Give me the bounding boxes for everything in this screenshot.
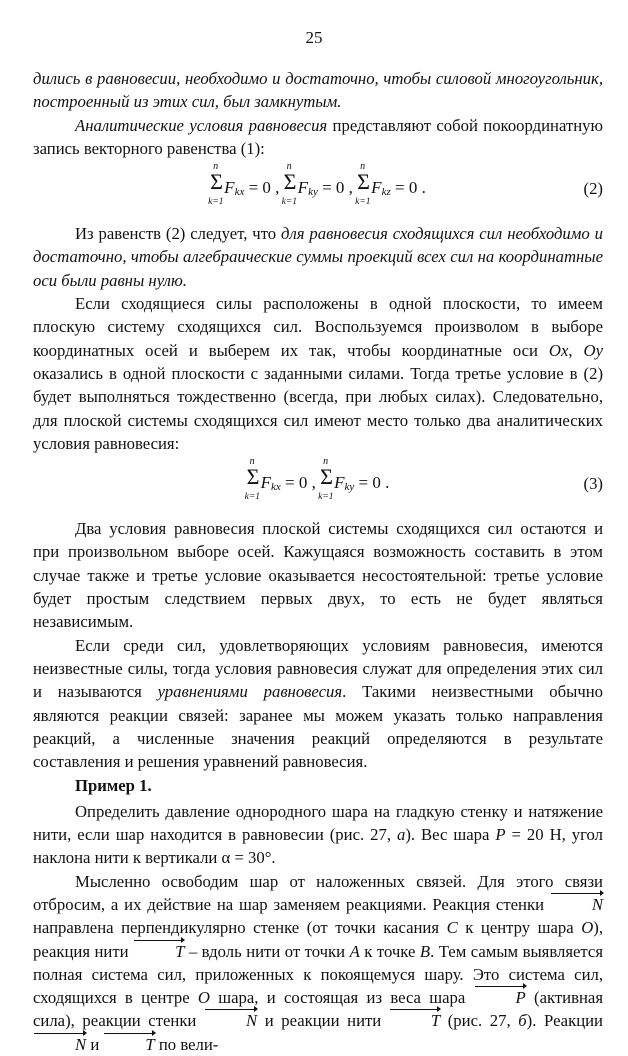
formula-term: $F_{kx} = 0$ , [260, 473, 316, 494]
formula-3 [33, 455, 603, 517]
formula-2 [33, 160, 603, 222]
paragraph-polygon-condition: дились в равновесии, необходимо и достаточно, чтобы силовой многоугольник, построенный из этих сил, был замкнутым. [33, 69, 603, 112]
formula-term: $F_{kx} = 0$ , [224, 178, 280, 199]
vector-n: N [550, 893, 603, 916]
formula-term: $F_{kz} = 0$ . [371, 178, 426, 199]
paragraph-equilibrium-statement: Из равенств (2) следует, что для равновесия сходящихся сил необходимо и достаточно, чтобы алгебраические суммы проекций всех сил на координатные оси были равны нулю. [33, 224, 603, 290]
paragraph-two-conditions: Два условия равновесия плоской системы сходящихся сил остаются и при произвольном выборе осей. Кажущаяся возможность составить в этом случае также и третье условие оказывается несостоятельной: третье условие будет простым следствием первых двух, то есть не будет являться независимым. [33, 519, 603, 632]
sum-symbol: n Σ k=1 [318, 456, 334, 503]
vector-p: P [474, 986, 526, 1009]
sum-symbol: n Σ k=1 [244, 456, 261, 503]
example-title: Пример 1. [75, 776, 152, 796]
vector-n: N [33, 1033, 86, 1056]
equation-number: (3) [583, 474, 603, 494]
paragraph-analytic-conditions: Аналитические условия равновесия представляют собой покоординатную запись векторного равенства (1): [33, 115, 603, 158]
paragraph-example-statement: Определить давление однородного шара на гладкую стенку и натяжение нити, если шар находится в равновесии (рис. 27, а). Вес шара P = 20 Н, угол наклона нити к вертикали α = 30°. [33, 801, 603, 868]
vector-t: T [389, 1009, 440, 1032]
sum-symbol: n Σ k=1 [355, 161, 371, 208]
sum-symbol: n Σ k=1 [208, 161, 224, 208]
page-content [33, 67, 603, 1056]
paragraph-example-solution: Мысленно освободим шар от наложенных связей. Для этого связи отбросим, а их действие на шар заменяем реакциями. Реакция стенки N направлена перпендикулярно стенке (от точки касания C к центру шара O), реакция нити T – вдоль нити от точки A к точке B. Тем самым выявляется полная система сил, приложенных к покоящемуся шару. Это система сил, сходящихся в центре O шара, и состоящая из веса шара P (активная сила), реакции стенки N и реакции нити T (рис. 27, б). Реакции N и T по вели- [33, 870, 603, 1056]
paragraph-unknown-forces: Если среди сил, удовлетворяющих условиям равновесия, имеются неизвестные силы, тогда условия равновесия служат для определения этих сил и называются уравнениями равновесия. Такими неизвестными обычно являются реакции связей: заранее мы можем указать только направления реакций, а численные значения реакций определяются в результате составления и решения уравнений равновесия. [33, 635, 603, 772]
formula-term: $F_{ky} = 0$ . [334, 473, 390, 494]
vector-t: T [103, 1033, 154, 1056]
vector-t: T [133, 940, 184, 963]
vector-n: N [204, 1009, 257, 1032]
equation-number: (2) [583, 179, 603, 199]
page-number: 25 [305, 28, 323, 47]
sum-symbol: n Σ k=1 [281, 161, 298, 208]
formula-term: $F_{ky} = 0$ , [297, 178, 353, 199]
paragraph-planar-system: Если сходящиеся силы расположены в одной плоскости, то имеем плоскую систему сходящихся сил. Воспользуемся произволом в выборе координатных осей и выберем их так, чтобы координатные оси Ox, Oy оказались в одной плоскости с заданными силами. Тогда третье условие в (2) будет выполняться тождественно (всегда, при любых силах). Следовательно, для плоской системы сходящихся сил имеют место только два аналитических условия равновесия: [33, 294, 603, 453]
